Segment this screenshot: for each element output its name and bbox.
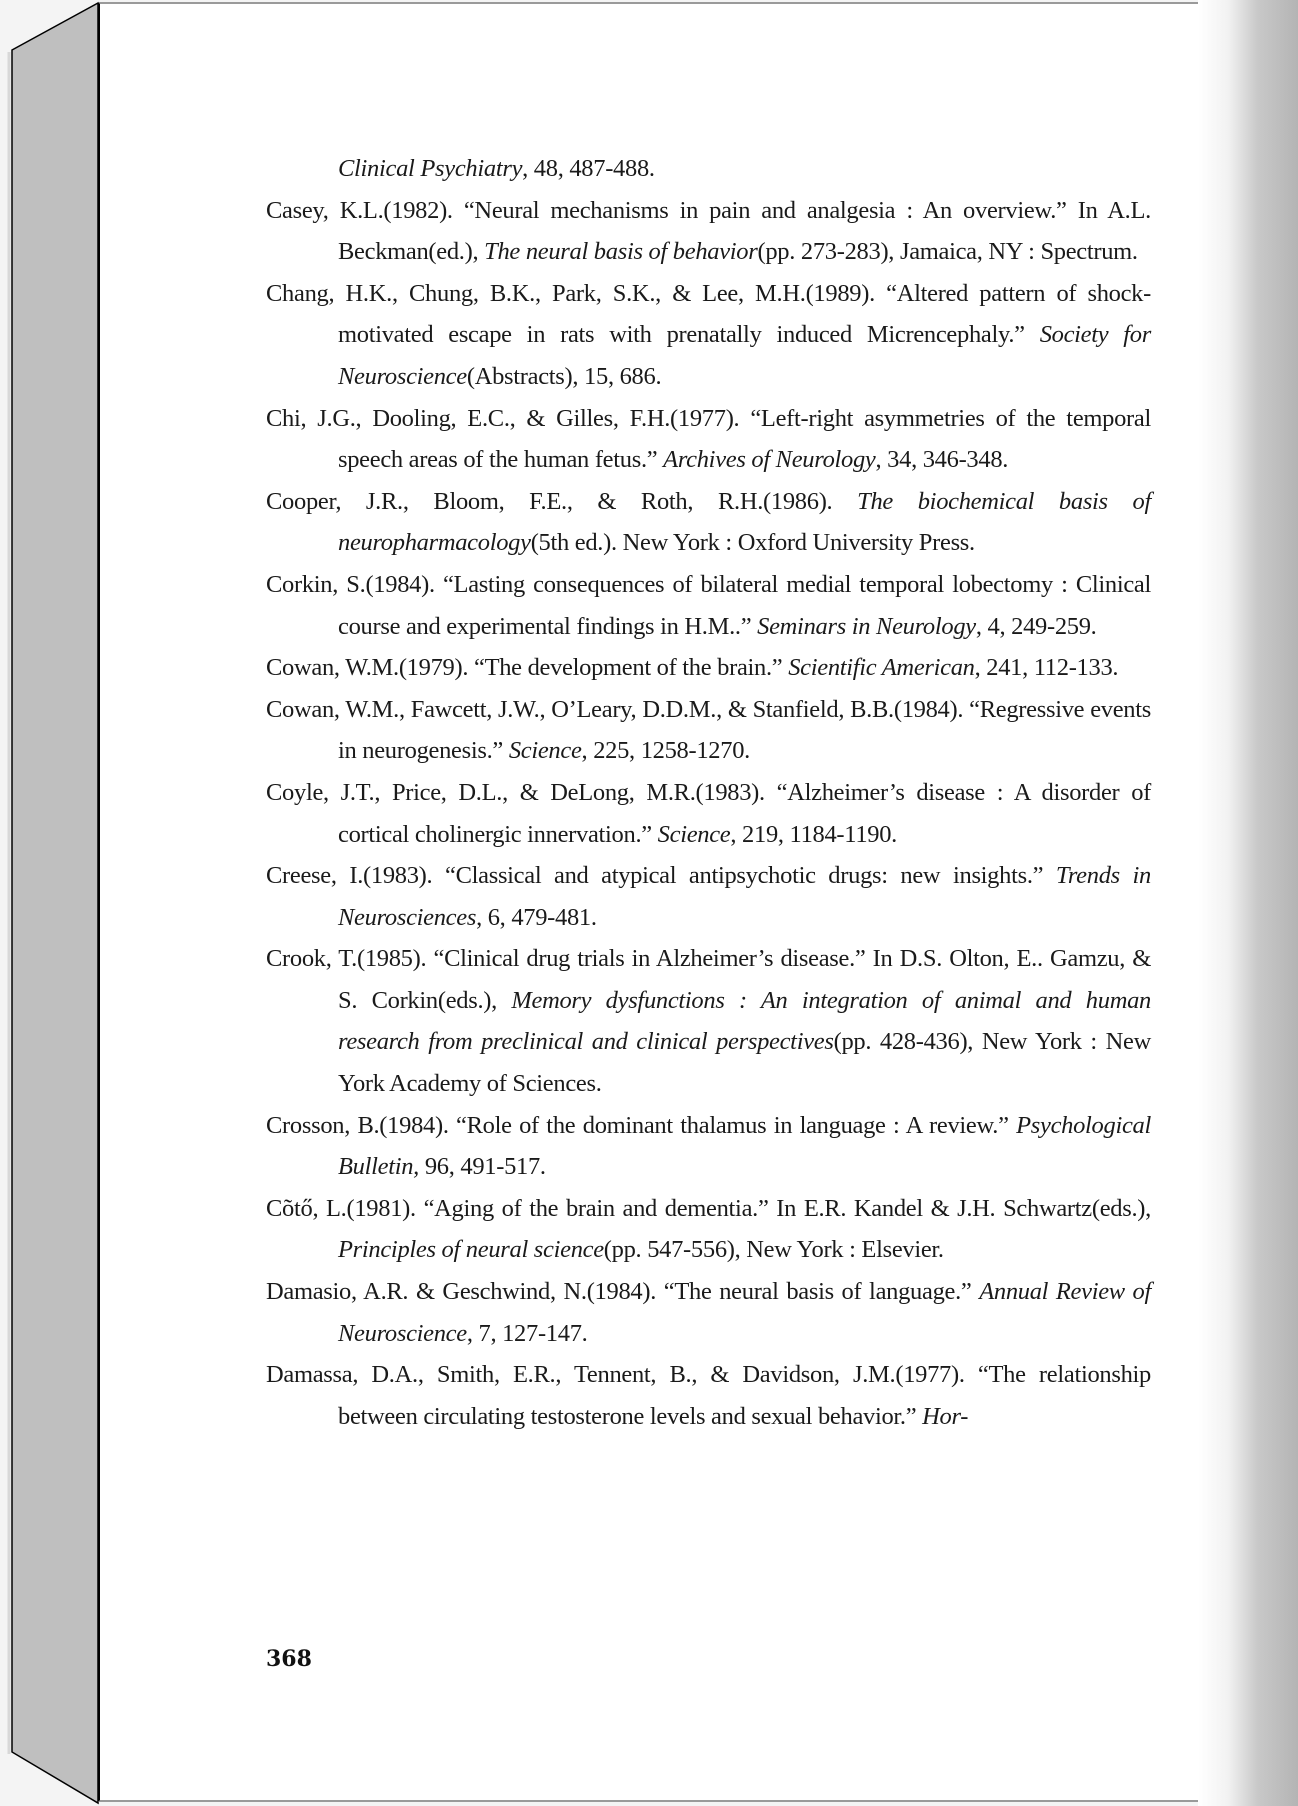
reference-entry [266,1271,1151,1354]
reference-title-italic: Archives of Neurology [663,446,876,474]
reference-title-italic: Clinical Psychiatry [338,155,523,182]
reference-text: , 48, 487-488. [522,155,655,182]
reference-entry [266,1188,1151,1271]
reference-title-italic: Psychological Bulletin, [338,1111,1151,1181]
reference-text: Cooper, J.R., Bloom, F.E., & Roth, R.H.(1986). [266,487,858,515]
reference-text: , 219, 1184-1190. [730,820,898,848]
reference-title-italic: Trends in Neurosciences [338,862,1151,931]
reference-text: Crook, T.(1985). “Clinical drug trials in Alzheimer’s disease.” In D.S. Olton, E.. Gamzu, & S. Corkin(eds.), [266,945,1151,1014]
reference-text: Casey, K.L.(1982). “Neural mechanisms in pain and analgesia : An overview.” In A.L. Beckman(ed.), [266,196,1151,266]
reference-text: Coyle, J.T., Price, D.L., & DeLong, M.R.(1983). “Alzheimer’s disease : A disorder of cortical cholinergic innervation.” [266,778,1151,848]
reference-text: Cõtő, L.(1981). “Aging of the brain and dementia.” In E.R. Kandel & J.H. Schwartz(eds.), [266,1194,1151,1222]
reference-title-italic: Memory dysfunctions : An integration of animal and human research from preclinical and clinical perspectives [338,986,1151,1056]
reference-text: Damasio, A.R. & Geschwind, N.(1984). “The neural basis of language.” [266,1278,980,1306]
reference-text: , 6, 479-481. [476,903,597,931]
book-spine [0,0,100,1806]
reference-entry [266,398,1151,481]
reference-title-italic: Principles of neural science [338,1236,604,1264]
reference-entry [266,1105,1151,1188]
reference-text: , 241, 112-133. [974,654,1119,682]
reference-entry [266,481,1151,564]
reference-entry [266,855,1151,938]
reference-title-italic: The biochemical basis of neuropharmacology [338,487,1151,557]
page-edge-shadow [1198,0,1298,1806]
reference-text: Crosson, B.(1984). “Role of the dominant thalamus in language : A review.” [266,1111,1017,1139]
reference-text: Cowan, W.M.(1979). “The development of the brain.” [266,654,789,682]
reference-text: Creese, I.(1983). “Classical and atypical antipsychotic drugs: new insights.” [266,862,1056,890]
reference-text: , 7, 127-147. [466,1319,588,1347]
reference-text: (pp. 273-283), Jamaica, NY : Spectrum. [757,238,1138,266]
reference-entry [266,564,1151,647]
reference-text: Chang, H.K., Chung, B.K., Park, S.K., & Lee, M.H.(1989). “Altered pattern of shock-motivated escape in rats with prenatally induced Micrencephaly.” [266,279,1151,349]
reference-title-italic: Society for Neuroscience [338,321,1151,390]
reference-list [266,148,1151,1437]
reference-text: Cowan, W.M., Fawcett, J.W., O’Leary, D.D.M., & Stanfield, B.B.(1984). “Regressive events in neurogenesis.” [266,695,1151,765]
reference-title-italic: Scientific American [788,654,975,682]
reference-title-italic: Science [508,737,582,765]
reference-title-italic: Science [657,820,731,848]
reference-text: , 34, 346-348. [875,446,1009,474]
reference-entry [266,148,1151,190]
reference-title-italic: The neural basis of behavior [484,238,758,266]
reference-text: (pp. 428-436), New York : New York Academy of Sciences. [338,1028,1151,1098]
reference-entry [266,1354,1151,1437]
reference-text: (5th ed.). New York : Oxford University Press. [530,529,975,557]
reference-entry [266,273,1151,398]
reference-title-italic: Seminars in Neurology [757,612,976,640]
reference-entry [266,689,1151,772]
reference-text: (Abstracts), 15, 686. [466,362,662,390]
reference-text: , 225, 1258-1270. [581,737,750,765]
reference-entry [266,647,1151,689]
reference-entry [266,938,1151,1104]
reference-title-italic: Hor- [922,1402,969,1430]
page-number: 368 [266,1646,312,1672]
reference-text: Chi, J.G., Dooling, E.C., & Gilles, F.H.(1977). “Left-right asymmetries of the temporal speech areas of the human fetus.” [266,404,1151,474]
reference-text: , 4, 249-259. [975,612,1097,640]
reference-title-italic: Annual Review of Neuroscience [338,1278,1151,1347]
reference-text: 96, 491-517. [419,1153,546,1181]
reference-text: Damassa, D.A., Smith, E.R., Tennent, B., & Davidson, J.M.(1977). “The relationship between circulating testosterone levels and sexual behavior.” [266,1361,1151,1430]
reference-entry [266,772,1151,855]
reference-entry [266,190,1151,273]
reference-text: Corkin, S.(1984). “Lasting consequences of bilateral medial temporal lobectomy : Clinical course and experimental findings in H.M..” [266,570,1151,640]
reference-text: (pp. 547-556), New York : Elsevier. [603,1236,944,1264]
